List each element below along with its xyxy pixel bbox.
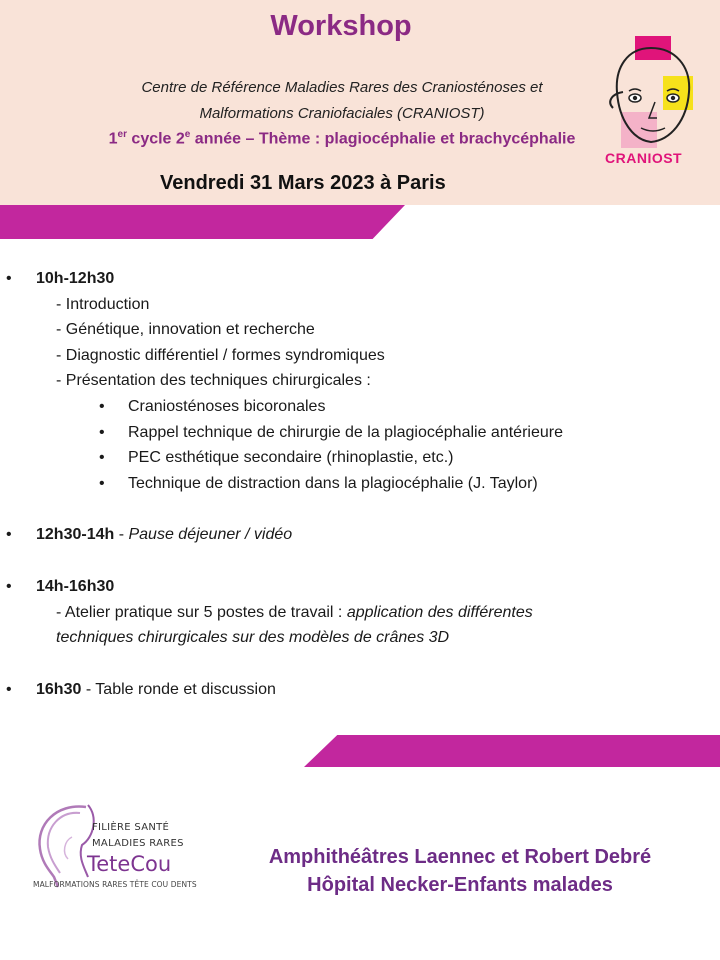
page-title: Workshop [270, 10, 412, 42]
tetecou-tagline: MALFORMATIONS RARES TÊTE COU DENTS [33, 880, 197, 889]
agenda-line: - Introduction [56, 295, 150, 313]
craniost-logo-icon [605, 36, 697, 168]
header-banner [0, 0, 720, 205]
craniost-logo-label: CRANIOST [605, 150, 683, 166]
venue-line-2: Hôpital Necker-Enfants malades [307, 874, 613, 896]
decorative-band-top [0, 205, 405, 239]
agenda-subitem [36, 420, 720, 446]
agenda-italic-line: techniques chirurgicales sur des modèles de crânes 3D [56, 629, 450, 647]
agenda-line: - Présentation des techniques chirurgicales : [56, 372, 371, 390]
bullet: • [99, 474, 105, 492]
agenda-time: 16h30 [36, 680, 82, 698]
agenda-line: - Diagnostic différentiel / formes syndromiques [56, 346, 385, 364]
subtitle-line-2: Malformations Craniofaciales (CRANIOST) [199, 105, 485, 122]
bullet: • [99, 423, 105, 441]
tetecou-line-1: FILIÈRE SANTÉ [92, 822, 170, 833]
agenda-time: 10h-12h30 [36, 270, 115, 287]
theme-rest: année – Thème : plagiocéphalie et brachycéphalie [190, 130, 576, 148]
cycle-theme [0, 129, 684, 148]
agenda-subitem [36, 445, 720, 471]
agenda-item [0, 266, 720, 496]
agenda-subitem-label: Rappel technique de chirurgie de la plagiocéphalie antérieure [128, 423, 563, 441]
agenda-subitem [36, 394, 720, 420]
venue-line-1: Amphithéâtres Laennec et Robert Debré [268, 846, 652, 868]
agenda-subitem-label: Technique de distraction dans la plagiocéphalie (J. Taylor) [128, 474, 538, 492]
tetecou-line-2: MALADIES RARES [92, 838, 184, 849]
agenda-item [0, 677, 720, 703]
bullet: • [6, 526, 12, 544]
bullet: • [6, 270, 12, 287]
agenda-subitem-label: Craniosténoses bicoronales [128, 397, 326, 415]
agenda-time: 14h-16h30 [36, 577, 115, 595]
decorative-band-bottom [304, 735, 720, 767]
bullet: • [6, 577, 12, 595]
subtitle-line-1: Centre de Référence Maladies Rares des Craniosténoses et [141, 79, 543, 96]
agenda [0, 266, 720, 702]
bullet: • [99, 449, 105, 467]
agenda-text: Pause déjeuner / vidéo [128, 526, 293, 544]
agenda-time: 12h30-14h [36, 526, 115, 544]
agenda-line: - Atelier pratique sur 5 postes de travail : [56, 603, 347, 621]
agenda-subitem-label: PEC esthétique secondaire (rhinoplastie, etc.) [128, 449, 454, 467]
agenda-line: - Génétique, innovation et recherche [56, 321, 315, 339]
agenda-separator: - [114, 526, 129, 544]
theme-mid: cycle 2 [126, 130, 185, 148]
venue [205, 843, 715, 899]
theme-sup-2: e [184, 129, 191, 140]
agenda-item [0, 574, 720, 651]
bullet: • [99, 397, 105, 415]
agenda-subitem [36, 471, 720, 497]
theme-prefix: 1 [108, 130, 118, 148]
agenda-italic: application des différentes [346, 603, 533, 621]
agenda-text: - Table ronde et discussion [81, 680, 276, 698]
bullet: • [6, 680, 12, 698]
theme-sup-1: er [117, 129, 127, 140]
event-date: Vendredi 31 Mars 2023 à Paris [160, 172, 446, 194]
agenda-item [0, 522, 720, 548]
tetecou-brand: TeteCou [87, 852, 172, 876]
organizer-subtitle [0, 75, 684, 127]
